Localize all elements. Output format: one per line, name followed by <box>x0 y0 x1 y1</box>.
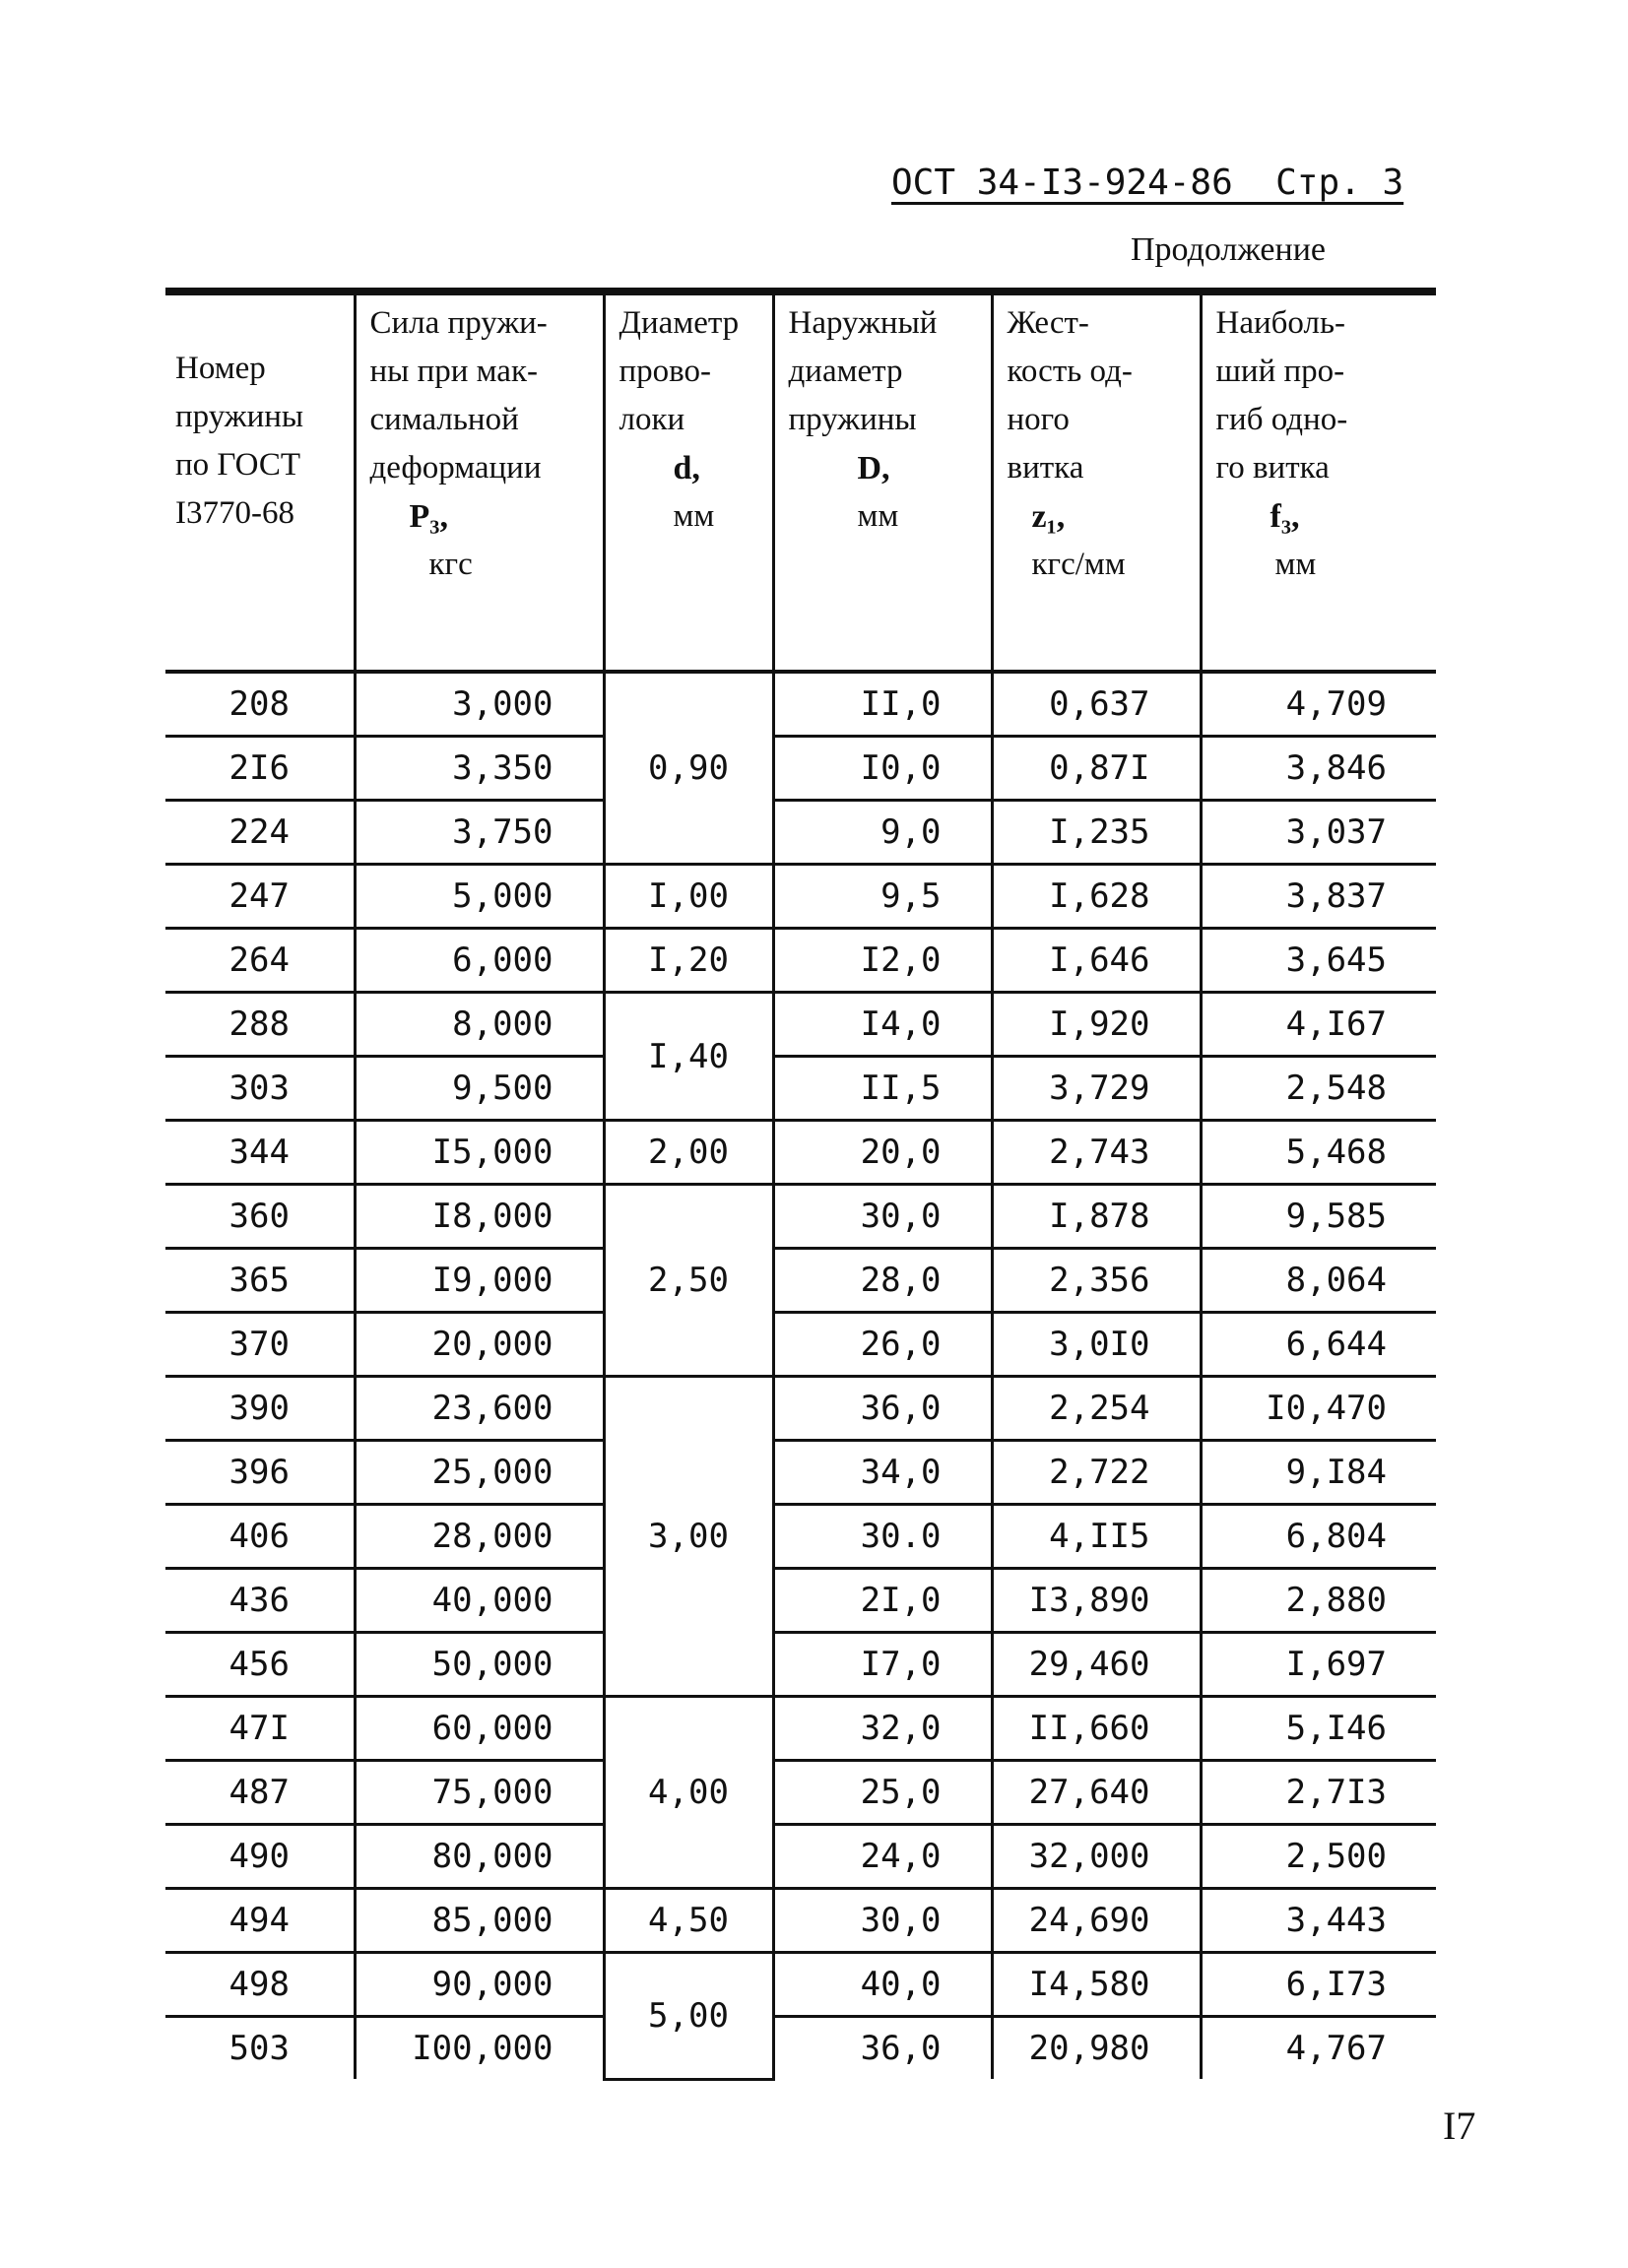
header-deflection-text: Наиболь- ший про- гиб одно- го витка <box>1215 305 1348 486</box>
table-row <box>165 1249 1436 1313</box>
cell-stiffness: 3,0I0 <box>992 1313 1201 1377</box>
header-force-text: Сила пружи- ны при мак- симальной деформации <box>369 305 548 486</box>
cell-outer-diameter: 2I,0 <box>773 1569 992 1633</box>
table-row <box>165 1121 1436 1185</box>
cell-outer-diameter: I7,0 <box>773 1633 992 1697</box>
cell-outer-diameter: II,0 <box>773 672 992 737</box>
cell-spring-number: 224 <box>165 801 355 865</box>
header-deflection-unit: мм <box>1274 547 1317 582</box>
cell-spring-number: 456 <box>165 1633 355 1697</box>
cell-spring-number: 2I6 <box>165 737 355 801</box>
cell-outer-diameter: 36,0 <box>773 1377 992 1441</box>
header-deflection-symbol: f₃, <box>1270 498 1300 535</box>
cell-deflection: 2,880 <box>1201 1569 1436 1633</box>
table-row <box>165 1377 1436 1441</box>
cell-outer-diameter: 32,0 <box>773 1697 992 1761</box>
header-wire-diameter-text: Диаметр прово- локи <box>619 305 740 437</box>
cell-deflection: 3,837 <box>1201 865 1436 929</box>
cell-force: 8,000 <box>355 993 604 1057</box>
cell-spring-number: 436 <box>165 1569 355 1633</box>
table-row <box>165 993 1436 1057</box>
cell-force: 25,000 <box>355 1441 604 1505</box>
continuation-label: Продолжение <box>1131 231 1327 268</box>
header-stiffness <box>992 292 1201 672</box>
cell-stiffness: 20,980 <box>992 2017 1201 2080</box>
page-number: I7 <box>1443 2104 1476 2148</box>
cell-wire-diameter: I,00 <box>604 865 773 929</box>
table-row <box>165 865 1436 929</box>
cell-deflection: 2,7I3 <box>1201 1761 1436 1825</box>
cell-outer-diameter: 40,0 <box>773 1953 992 2017</box>
table-row <box>165 1185 1436 1249</box>
cell-outer-diameter: 25,0 <box>773 1761 992 1825</box>
header-wire-diameter <box>604 292 773 672</box>
cell-stiffness: 2,743 <box>992 1121 1201 1185</box>
header-wire-diameter-symbol: d, <box>673 450 700 486</box>
cell-wire-diameter: I,20 <box>604 929 773 993</box>
table-row <box>165 1569 1436 1633</box>
cell-deflection: 2,548 <box>1201 1057 1436 1121</box>
cell-deflection: 3,443 <box>1201 1889 1436 1953</box>
cell-force: 23,600 <box>355 1377 604 1441</box>
cell-spring-number: 490 <box>165 1825 355 1889</box>
cell-stiffness: I3,890 <box>992 1569 1201 1633</box>
cell-spring-number: 390 <box>165 1377 355 1441</box>
header-row <box>165 292 1436 672</box>
cell-deflection: 6,I73 <box>1201 1953 1436 2017</box>
table-row <box>165 801 1436 865</box>
cell-wire-diameter: I,40 <box>604 993 773 1121</box>
header-spring-number-text: Номер пружины по ГОСТ I3770-68 <box>175 351 304 531</box>
cell-stiffness: 29,460 <box>992 1633 1201 1697</box>
table-row <box>165 1633 1436 1697</box>
cell-outer-diameter: 36,0 <box>773 2017 992 2080</box>
cell-outer-diameter: I4,0 <box>773 993 992 1057</box>
header-stiffness-symbol: z₁, <box>1031 498 1066 535</box>
header-outer-diameter <box>773 292 992 672</box>
cell-outer-diameter: 28,0 <box>773 1249 992 1313</box>
cell-force: I8,000 <box>355 1185 604 1249</box>
cell-outer-diameter: II,5 <box>773 1057 992 1121</box>
table-row <box>165 2017 1436 2080</box>
header-spring-number <box>165 292 355 672</box>
cell-spring-number: 344 <box>165 1121 355 1185</box>
cell-stiffness: I,235 <box>992 801 1201 865</box>
cell-spring-number: 396 <box>165 1441 355 1505</box>
cell-spring-number: 208 <box>165 672 355 737</box>
table-header <box>165 292 1436 672</box>
cell-force: 3,750 <box>355 801 604 865</box>
cell-outer-diameter: 30,0 <box>773 1889 992 1953</box>
cell-deflection: 6,644 <box>1201 1313 1436 1377</box>
header-outer-diameter-symbol: D, <box>857 450 890 486</box>
cell-spring-number: 365 <box>165 1249 355 1313</box>
cell-deflection: 4,709 <box>1201 672 1436 737</box>
cell-deflection: 3,645 <box>1201 929 1436 993</box>
cell-force: 90,000 <box>355 1953 604 2017</box>
table-row <box>165 1697 1436 1761</box>
cell-outer-diameter: 9,5 <box>773 865 992 929</box>
table-row <box>165 1441 1436 1505</box>
cell-deflection: 6,804 <box>1201 1505 1436 1569</box>
cell-outer-diameter: I0,0 <box>773 737 992 801</box>
cell-force: 85,000 <box>355 1889 604 1953</box>
cell-spring-number: 370 <box>165 1313 355 1377</box>
cell-deflection: 9,I84 <box>1201 1441 1436 1505</box>
cell-spring-number: 487 <box>165 1761 355 1825</box>
cell-stiffness: I,628 <box>992 865 1201 929</box>
table-row <box>165 1889 1436 1953</box>
cell-spring-number: 264 <box>165 929 355 993</box>
header-force-symbol: P₃, <box>409 498 448 535</box>
cell-force: 75,000 <box>355 1761 604 1825</box>
cell-spring-number: 303 <box>165 1057 355 1121</box>
cell-force: I00,000 <box>355 2017 604 2080</box>
cell-deflection: 8,064 <box>1201 1249 1436 1313</box>
cell-force: I9,000 <box>355 1249 604 1313</box>
cell-spring-number: 247 <box>165 865 355 929</box>
header-outer-diameter-text: Наружный диаметр пружины <box>788 305 938 437</box>
header-stiffness-unit: кгс/мм <box>1031 547 1126 582</box>
table-row <box>165 737 1436 801</box>
cell-wire-diameter: 4,50 <box>604 1889 773 1953</box>
table-row <box>165 1505 1436 1569</box>
cell-force: I5,000 <box>355 1121 604 1185</box>
table-row <box>165 1953 1436 2017</box>
header-outer-diameter-unit: мм <box>857 498 899 534</box>
cell-stiffness: 27,640 <box>992 1761 1201 1825</box>
cell-wire-diameter: 2,00 <box>604 1121 773 1185</box>
cell-deflection: 5,I46 <box>1201 1697 1436 1761</box>
cell-stiffness: 4,II5 <box>992 1505 1201 1569</box>
cell-outer-diameter: 9,0 <box>773 801 992 865</box>
cell-wire-diameter: 0,90 <box>604 672 773 865</box>
cell-wire-diameter: 4,00 <box>604 1697 773 1889</box>
header-force <box>355 292 604 672</box>
cell-deflection: 4,767 <box>1201 2017 1436 2080</box>
cell-deflection: I0,470 <box>1201 1377 1436 1441</box>
table-row <box>165 1761 1436 1825</box>
cell-stiffness: 24,690 <box>992 1889 1201 1953</box>
header-deflection <box>1201 292 1436 672</box>
header-stiffness-text: Жест- кость од- ного витка <box>1007 305 1133 486</box>
table-body <box>165 672 1436 2079</box>
cell-outer-diameter: 34,0 <box>773 1441 992 1505</box>
cell-outer-diameter: 30.0 <box>773 1505 992 1569</box>
cell-spring-number: 406 <box>165 1505 355 1569</box>
cell-stiffness: 0,87I <box>992 737 1201 801</box>
cell-spring-number: 288 <box>165 993 355 1057</box>
cell-force: 3,000 <box>355 672 604 737</box>
cell-outer-diameter: 26,0 <box>773 1313 992 1377</box>
cell-force: 80,000 <box>355 1825 604 1889</box>
cell-deflection: 3,846 <box>1201 737 1436 801</box>
table-row <box>165 672 1436 737</box>
cell-outer-diameter: 20,0 <box>773 1121 992 1185</box>
cell-force: 3,350 <box>355 737 604 801</box>
table-row <box>165 1313 1436 1377</box>
table-row <box>165 1057 1436 1121</box>
cell-outer-diameter: 24,0 <box>773 1825 992 1889</box>
cell-deflection: 2,500 <box>1201 1825 1436 1889</box>
cell-stiffness: I4,580 <box>992 1953 1201 2017</box>
cell-force: 28,000 <box>355 1505 604 1569</box>
table-row <box>165 929 1436 993</box>
header-force-unit: кгс <box>428 547 473 582</box>
cell-deflection: I,697 <box>1201 1633 1436 1697</box>
cell-stiffness: I,920 <box>992 993 1201 1057</box>
cell-force: 20,000 <box>355 1313 604 1377</box>
cell-spring-number: 47I <box>165 1697 355 1761</box>
cell-force: 5,000 <box>355 865 604 929</box>
cell-force: 9,500 <box>355 1057 604 1121</box>
document-id: ОСТ 34-I3-924-86 Стр. 3 <box>891 162 1404 203</box>
cell-stiffness: 2,722 <box>992 1441 1201 1505</box>
cell-stiffness: 2,356 <box>992 1249 1201 1313</box>
cell-deflection: 9,585 <box>1201 1185 1436 1249</box>
cell-deflection: 3,037 <box>1201 801 1436 865</box>
cell-force: 60,000 <box>355 1697 604 1761</box>
cell-deflection: 4,I67 <box>1201 993 1436 1057</box>
cell-stiffness: 2,254 <box>992 1377 1201 1441</box>
cell-spring-number: 494 <box>165 1889 355 1953</box>
cell-stiffness: I,878 <box>992 1185 1201 1249</box>
cell-wire-diameter: 2,50 <box>604 1185 773 1377</box>
cell-deflection: 5,468 <box>1201 1121 1436 1185</box>
cell-stiffness: 3,729 <box>992 1057 1201 1121</box>
cell-force: 40,000 <box>355 1569 604 1633</box>
cell-stiffness: II,660 <box>992 1697 1201 1761</box>
cell-wire-diameter: 5,00 <box>604 1953 773 2080</box>
spring-data-table <box>165 288 1436 2081</box>
cell-force: 50,000 <box>355 1633 604 1697</box>
header-wire-diameter-unit: мм <box>673 498 715 534</box>
cell-stiffness: I,646 <box>992 929 1201 993</box>
cell-spring-number: 498 <box>165 1953 355 2017</box>
cell-wire-diameter: 3,00 <box>604 1377 773 1697</box>
table-row <box>165 1825 1436 1889</box>
cell-outer-diameter: I2,0 <box>773 929 992 993</box>
cell-spring-number: 503 <box>228 2029 290 2068</box>
cell-spring-number: 360 <box>165 1185 355 1249</box>
cell-force: 6,000 <box>355 929 604 993</box>
cell-stiffness: 32,000 <box>992 1825 1201 1889</box>
cell-stiffness: 0,637 <box>992 672 1201 737</box>
cell-outer-diameter: 30,0 <box>773 1185 992 1249</box>
